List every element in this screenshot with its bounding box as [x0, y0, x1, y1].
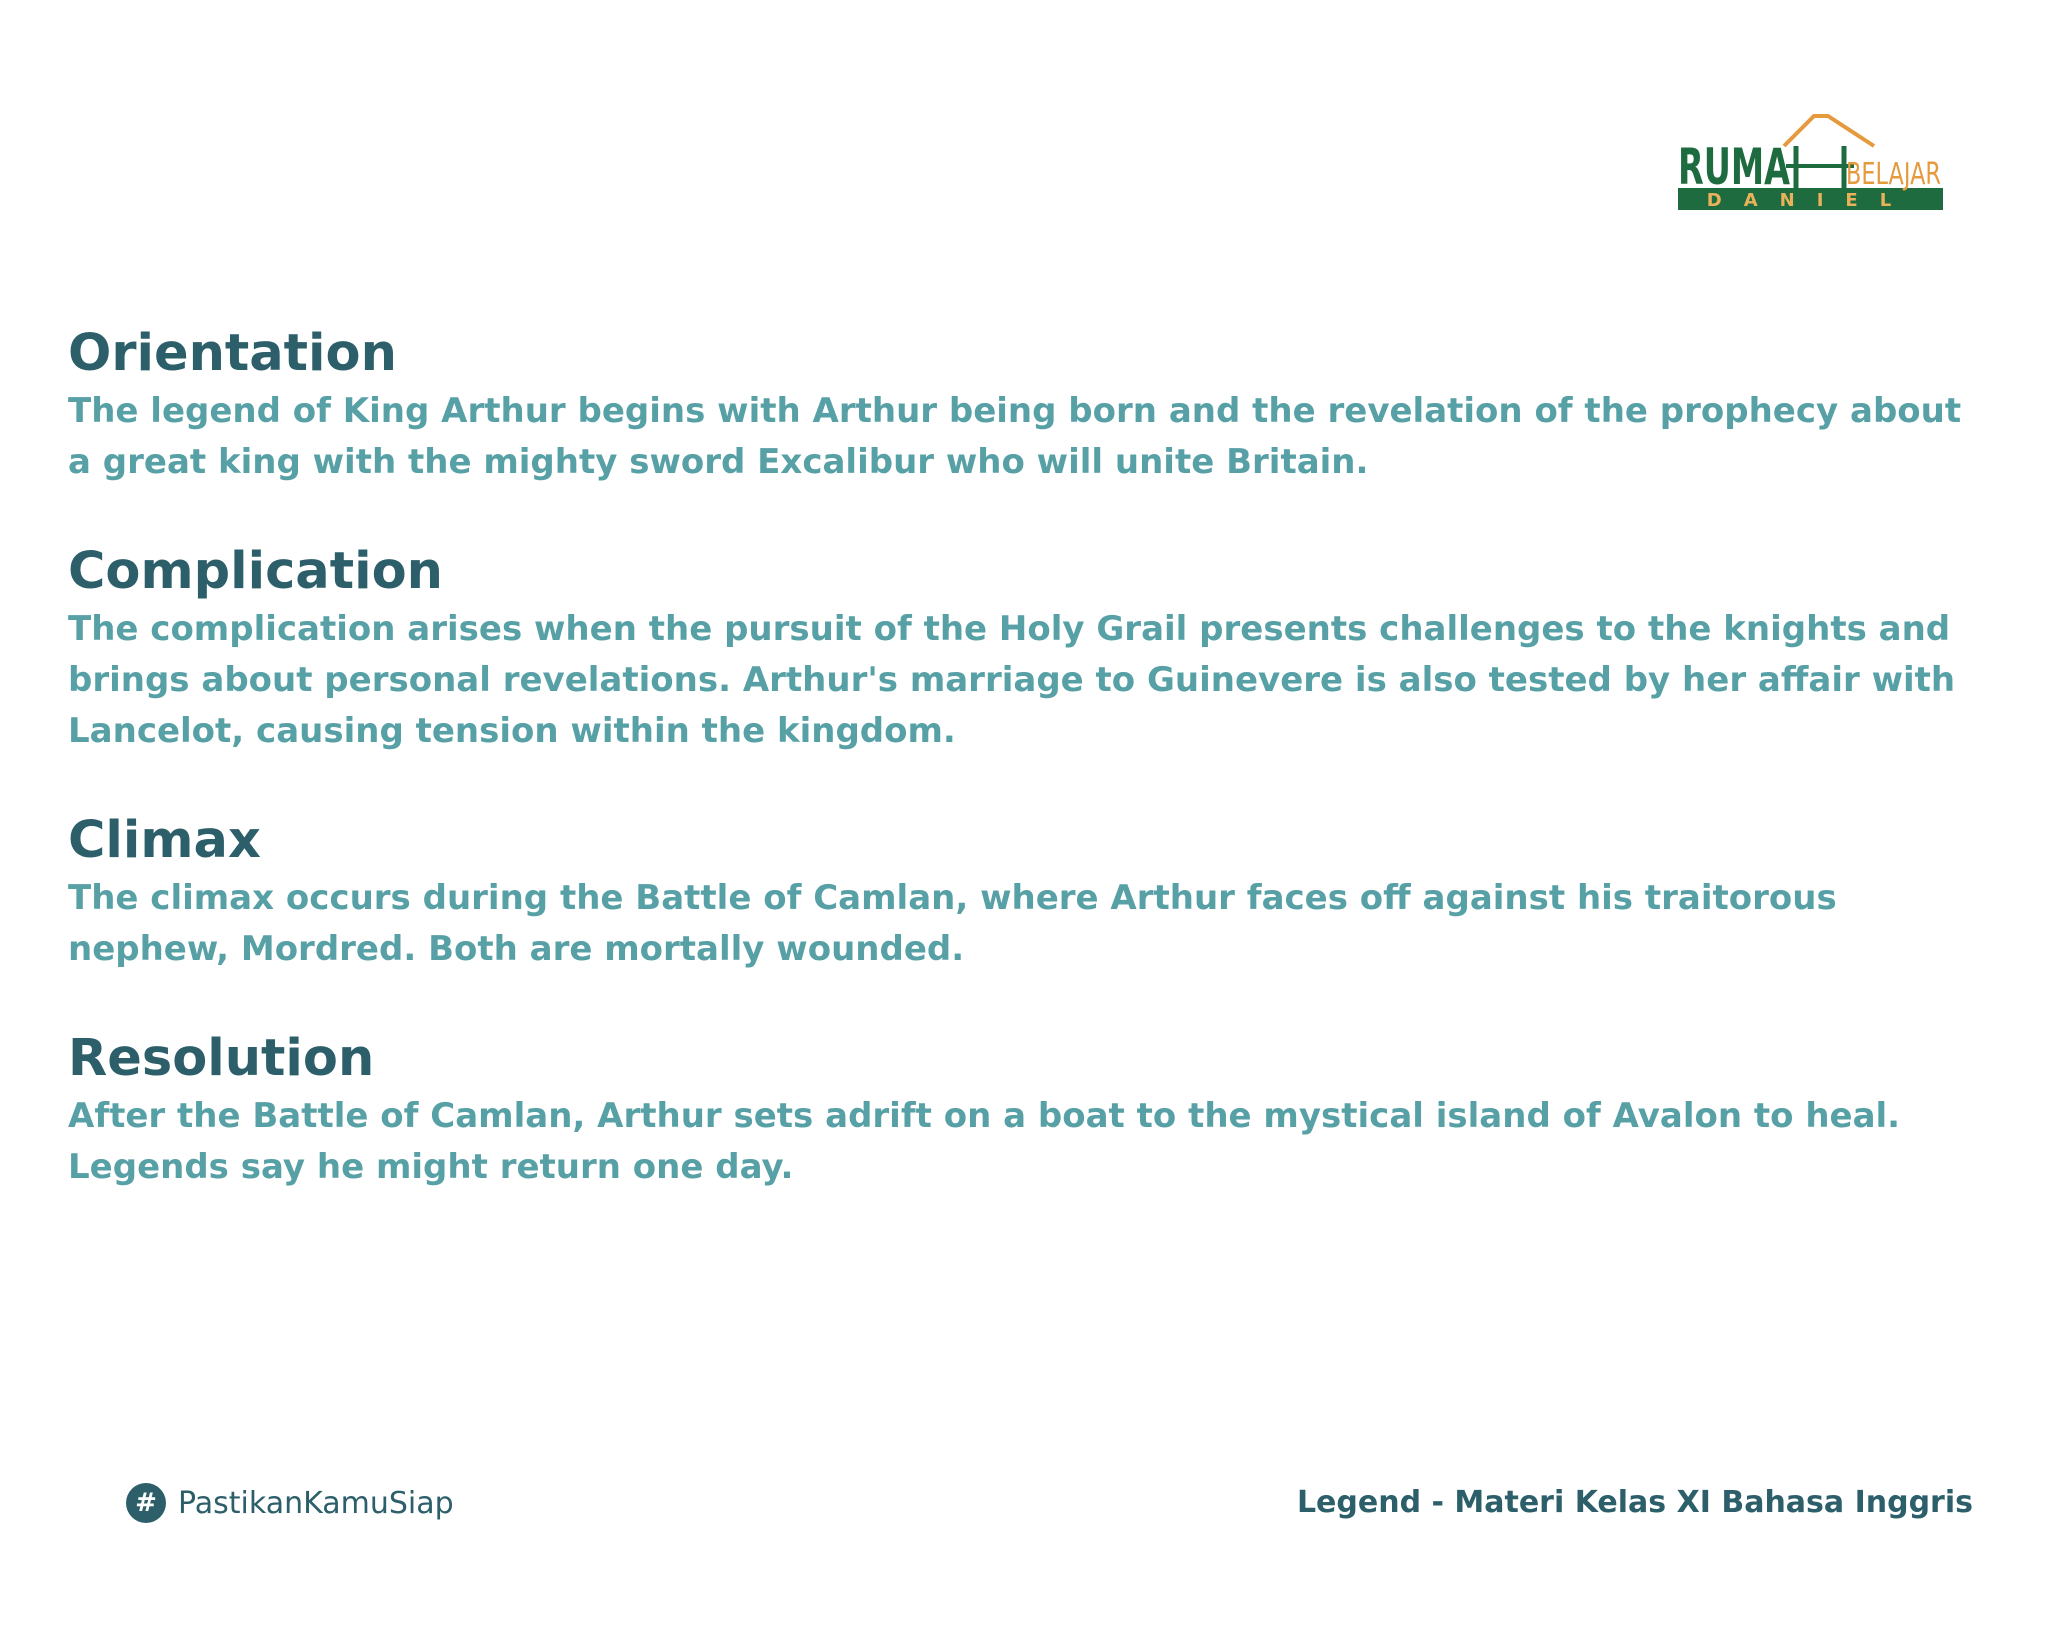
hashtag-text: PastikanKamuSiap — [178, 1485, 454, 1521]
section-resolution — [68, 1027, 1988, 1193]
section-climax — [68, 809, 1988, 975]
section-text: After the Battle of Camlan, Arthur sets adrift on a boat to the mystical island of Avalon to heal. Legends say he might return one day. — [68, 1096, 1901, 1187]
story-structure — [68, 322, 1988, 1193]
logo-roof — [1784, 116, 1874, 146]
section-text: The climax occurs during the Battle of Camlan, where Arthur faces off against his traitorous nephew, Mordred. Both are mortally wounded. — [68, 878, 1837, 969]
footer-caption: Legend - Materi Kelas XI Bahasa Inggris — [1296, 1485, 1973, 1520]
section-heading: Climax — [68, 811, 261, 870]
hashtag-icon: # — [126, 1483, 166, 1523]
logo-word-daniel: DANIEL — [1706, 190, 1914, 211]
footer-hashtag — [126, 1481, 454, 1525]
logo-word-belajar: BELAJAR — [1846, 157, 1941, 192]
section-complication — [68, 540, 1988, 757]
section-heading: Resolution — [68, 1029, 375, 1088]
logo-ruma-belajar-daniel — [1678, 108, 1943, 210]
section-heading: Complication — [68, 542, 443, 601]
section-text: The complication arises when the pursuit of the Holy Grail presents challenges to the knights and brings about personal revelations. Arthur's marriage to Guinevere is also tested by her affair with Lancelot, causing tension within the kingdom. — [68, 609, 1956, 751]
section-heading: Orientation — [68, 324, 397, 383]
logo-word-ruma: RUMA — [1678, 138, 1791, 196]
section-orientation — [68, 322, 1988, 488]
section-text: The legend of King Arthur begins with Arthur being born and the revelation of the prophecy about a great king with the mighty sword Excalibur who will unite Britain. — [68, 391, 1962, 482]
